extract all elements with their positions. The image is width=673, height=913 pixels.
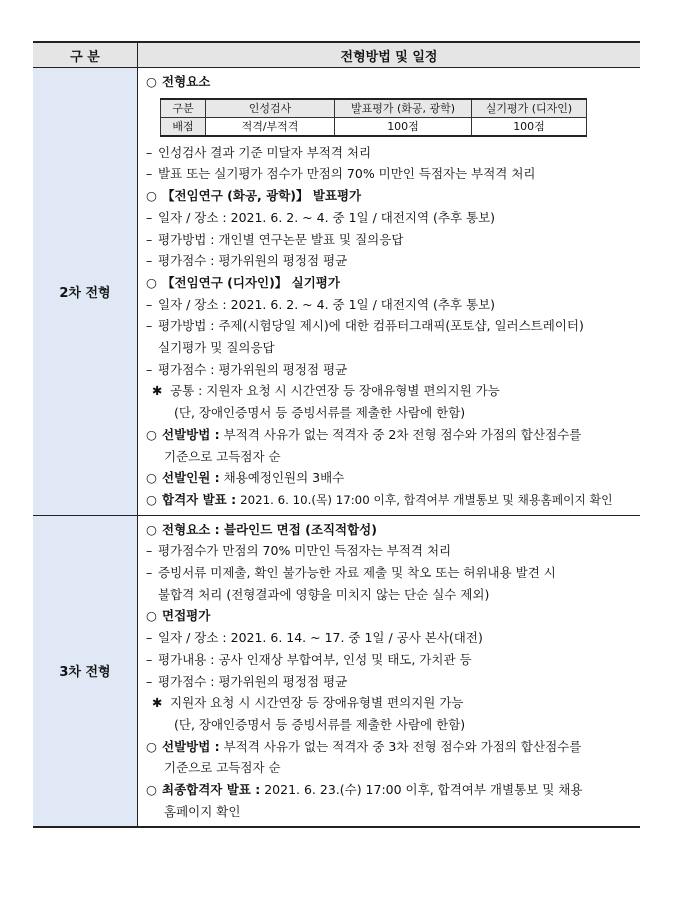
score-header-cell: 실기평가 (디자인) [472, 99, 587, 118]
score-table-row [161, 117, 587, 136]
circle-bullet-icon: ○ [146, 274, 157, 290]
round3-note-cont: 불합격 처리 (전형결과에 영향을 미치지 않는 단순 실수 제외) [158, 586, 490, 602]
round2-note: 인성검사 결과 기준 미달자 부적격 처리 [158, 144, 372, 160]
score-cell: 100점 [335, 117, 472, 136]
round3-selection-label: 선발방법 : [162, 738, 220, 754]
round2-star-note-cont: (단, 장애인증명서 등 증빙서류를 제출한 사람에 한함) [174, 405, 466, 421]
circle-bullet-icon: ○ [146, 608, 157, 624]
practical-item: 평가방법 : 주제(시험당일 제시)에 대한 컴퓨터그래픽(포토샵, 일러스트레이터) [158, 318, 584, 334]
practical-item: 일자 / 장소 : 2021. 6. 2. ~ 4. 중 1일 / 대전지역 (추후 통보) [158, 296, 496, 312]
score-header-cell: 인성검사 [206, 99, 335, 118]
score-header-cell: 구분 [161, 99, 206, 118]
round2-announce-text: 2021. 6. 10.(목) 17:00 이후, 합격여부 개별통보 및 채용홈페이지 확인 [240, 492, 613, 507]
presentation-item: 평가방법 : 개인별 연구논문 발표 및 질의응답 [158, 231, 404, 247]
round2-label: 2차 전형 [33, 68, 138, 515]
interview-item: 평가점수 : 평가위원의 평정점 평균 [158, 673, 348, 689]
score-cell: 적격/부적격 [206, 117, 335, 136]
table-header [33, 41, 640, 68]
circle-bullet-icon: ○ [146, 74, 157, 89]
asterisk-icon: ✱ [152, 383, 163, 399]
header-method: 전형방법 및 일정 [340, 49, 438, 65]
practical-item-cont: 실기평가 및 질의응답 [158, 340, 275, 356]
circle-bullet-icon: ○ [146, 188, 157, 204]
round2-content: ○ 전형요소 구분 인성검사 발표평가 (화공, 광학) 실기평가 (디자인) 배점 적격/부적격 100점 100점 – 인성검사 결과 기준 미달자 부적격 처리 – 발표 또는 실기평가 점수가 만점의 70% 미만인 득점자는 부적격 처리 ○ 【전임연구 (화공, 광학)】 발표평가 – 일자 / 장소 : 2021. 6. 2. ~ 4. 중 1일 / 대전지역 (추후 통보) – 평가방법 : 개인별 연구논문 발표 및 질의응답 – 평가점수 : 평가위원의 평정점 평균 ○ 【전임연구 (디자인)】 실기평가 – 일자 / 장소 : 2021. 6. 2. ~ 4. 중 1일 / 대전지역 (추후 통보) – 평가방법 : 주제(시험당일 제시)에 대한 컴퓨터그래픽(포토샵, 일러스트레이터) 실기평가 및 질의응답 – 평가점수 : 평가위원의 평정점 평균 ✱ 공통 : 지원자 요청 시 시간연장 등 장애유형별 편의지원 가능 (단, 장애인증명서 등 증빙서류를 제출한 사람에 한함) ○ 선발방법 : 부적격 사유가 없는 적격자 중 2차 전형 점수와 가점의 합산점수를 기준으로 고득점자 순 ○ 선발인원 : 채용예정인원의 3배수 ○ 합격자 발표 : 2021. 6. 10.(목) 17:00 이후, 합격여부 개별통보 및 채용홈페이지 확인 [138, 68, 640, 515]
final-announce-label: 최종합격자 발표 : [162, 782, 261, 798]
round2-selection-text-cont: 기준으로 고득점자 순 [164, 448, 281, 464]
presentation-item: 일자 / 장소 : 2021. 6. 2. ~ 4. 중 1일 / 대전지역 (추후 통보) [158, 209, 496, 225]
interview-item: 평가내용 : 공사 인재상 부합여부, 인성 및 태도, 가치관 등 [158, 651, 472, 667]
round3-star-note-cont: (단, 장애인증명서 등 증빙서류를 제출한 사람에 한함) [174, 716, 466, 732]
round3-content: ○ 전형요소 : 블라인드 면접 (조직적합성) – 평가점수가 만점의 70% 미만인 득점자는 부적격 처리 – 증빙서류 미제출, 확인 불가능한 자료 제출 및 착오 또는 허위내용 발견 시 불합격 처리 (전형결과에 영향을 미치지 않는 단순 실수 제외) ○ 면접평가 – 일자 / 장소 : 2021. 6. 14. ~ 17. 중 1일 / 공사 본사(대전) – 평가내용 : 공사 인재상 부합여부, 인성 및 태도, 가치관 등 – 평가점수 : 평가위원의 평정점 평균 ✱ 지원자 요청 시 시간연장 등 장애유형별 편의지원 가능 (단, 장애인증명서 등 증빙서류를 제출한 사람에 한함) ○ 선발방법 : 부적격 사유가 없는 적격자 중 3차 전형 점수와 가점의 합산점수를 기준으로 고득점자 순 ○ 최종합격자 발표 : 2021. 6. 23.(수) 17:00 이후, 합격여부 개별통보 및 채용 홈페이지 확인 [138, 516, 640, 826]
round3-selection-text: 부적격 사유가 없는 적격자 중 3차 전형 점수와 가점의 합산점수를 [223, 738, 582, 754]
round3-note: 평가점수가 만점의 70% 미만인 득점자는 부적격 처리 [158, 543, 452, 559]
round3-note: 증빙서류 미제출, 확인 불가능한 자료 제출 및 착오 또는 허위내용 발견 시 [158, 565, 556, 581]
round3-star-note: 지원자 요청 시 시간연장 등 장애유형별 편의지원 가능 [170, 695, 464, 711]
round2-announce-label: 합격자 발표 : [162, 491, 237, 507]
interview-item: 일자 / 장소 : 2021. 6. 14. ~ 17. 중 1일 / 공사 본사(대전) [158, 630, 483, 646]
circle-bullet-icon: ○ [146, 491, 157, 507]
presentation-title: 【전임연구 (화공, 광학)】 발표평가 [162, 188, 362, 204]
round3-elements-title: 전형요소 : 블라인드 면접 (조직적합성) [162, 521, 377, 537]
circle-bullet-icon: ○ [146, 426, 157, 442]
presentation-item: 평가점수 : 평가위원의 평정점 평균 [158, 253, 348, 269]
practical-title: 【전임연구 (디자인)】 실기평가 [162, 274, 340, 290]
score-table-header-row [161, 99, 587, 118]
score-cell: 100점 [472, 117, 587, 136]
header-category: 구 분 [33, 43, 138, 67]
circle-bullet-icon: ○ [146, 521, 157, 537]
round3-label: 3차 전형 [33, 516, 138, 826]
score-cell: 배점 [161, 117, 206, 136]
round2-selection-text: 부적격 사유가 없는 적격자 중 2차 전형 점수와 가점의 합산점수를 [223, 426, 582, 442]
final-announce-text: 2021. 6. 23.(수) 17:00 이후, 합격여부 개별통보 및 채용 [264, 782, 583, 798]
round2-star-note: 공통 : 지원자 요청 시 시간연장 등 장애유형별 편의지원 가능 [170, 383, 500, 399]
round2-row [33, 68, 640, 516]
round2-count-label: 선발인원 : [162, 470, 220, 486]
interview-title: 면접평가 [162, 608, 211, 624]
selection-schedule-table [33, 41, 640, 828]
final-announce-text-cont: 홈페이지 확인 [164, 803, 241, 819]
practical-item: 평가점수 : 평가위원의 평정점 평균 [158, 361, 348, 377]
round2-note: 발표 또는 실기평가 점수가 만점의 70% 미만인 득점자는 부적격 처리 [158, 166, 536, 182]
round3-row [33, 516, 640, 828]
score-header-cell: 발표평가 (화공, 광학) [335, 99, 472, 118]
score-table [160, 98, 587, 137]
circle-bullet-icon: ○ [146, 738, 157, 754]
asterisk-icon: ✱ [152, 695, 163, 711]
circle-bullet-icon: ○ [146, 782, 157, 798]
round2-elements-title: 전형요소 [162, 74, 211, 89]
round2-count-text: 채용예정인원의 3배수 [223, 470, 345, 486]
circle-bullet-icon: ○ [146, 470, 157, 486]
round3-selection-text-cont: 기준으로 고득점자 순 [164, 760, 281, 776]
round2-selection-label: 선발방법 : [162, 426, 220, 442]
